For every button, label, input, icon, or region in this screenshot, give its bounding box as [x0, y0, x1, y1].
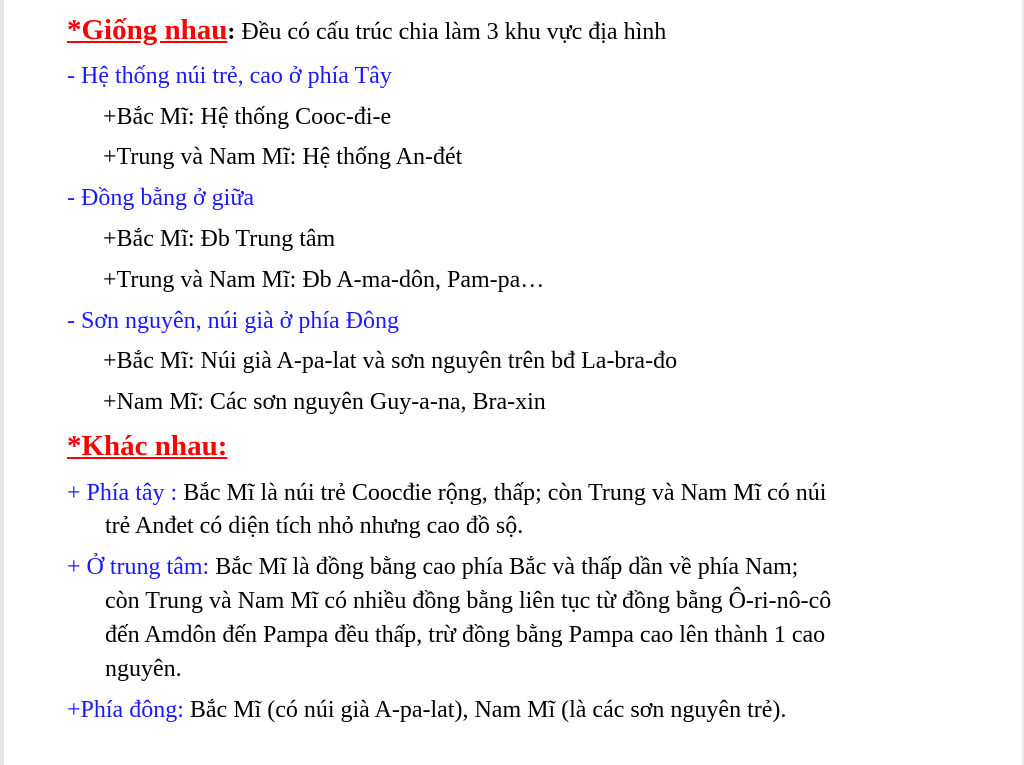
- difference-east-line-1: [67, 696, 786, 724]
- difference-center-label: + Ở trung tâm:: [67, 554, 210, 580]
- group-item-center-north: +Bắc Mĩ: Đb Trung tâm: [103, 226, 336, 252]
- group-title-center: - Đồng bằng ở giữa: [67, 185, 254, 211]
- difference-west-label: + Phía tây :: [67, 480, 178, 506]
- difference-center-text-1: Bắc Mĩ là đồng bằng cao phía Bắc và thấp dần về phía Nam;: [209, 554, 799, 580]
- similar-heading: *Giống nhau: [67, 14, 228, 46]
- page-edge-shadow: [0, 0, 4, 765]
- group-item-west-north: +Bắc Mĩ: Hệ thống Cooc-đi-e: [103, 104, 392, 130]
- group-title-west: - Hệ thống núi trẻ, cao ở phía Tây: [67, 63, 392, 89]
- difference-west-text-1: Bắc Mĩ là núi trẻ Coocđie rộng, thấp; còn Trung và Nam Mĩ có núi: [177, 480, 827, 506]
- difference-west-line-1: [67, 479, 826, 507]
- similar-intro: Đều có cấu trúc chia làm 3 khu vực địa hình: [235, 19, 667, 45]
- similar-heading-line: [67, 16, 666, 46]
- group-title-east: - Sơn nguyên, núi già ở phía Đông: [67, 308, 400, 334]
- group-item-east-south: +Nam Mĩ: Các sơn nguyên Guy-a-na, Bra-xin: [103, 389, 546, 415]
- difference-west-text-2: trẻ Anđet có diện tích nhỏ nhưng cao đồ sộ.: [105, 513, 524, 539]
- group-item-west-south: +Trung và Nam Mĩ: Hệ thống An-đét: [103, 144, 463, 170]
- different-heading: *Khác nhau:: [67, 430, 228, 462]
- difference-center-line-1: [67, 553, 798, 581]
- group-item-east-north: +Bắc Mĩ: Núi già A-pa-lat và sơn nguyên trên bđ La-bra-đo: [103, 348, 678, 374]
- different-heading-line: [67, 432, 227, 462]
- similar-colon: :: [227, 19, 236, 45]
- difference-east-text-1: Bắc Mĩ (có núi già A-pa-lat), Nam Mĩ (là các sơn nguyên trẻ).: [183, 697, 787, 723]
- difference-center-text-2: còn Trung và Nam Mĩ có nhiều đồng bằng liên tục từ đồng bằng Ô-ri-nô-cô: [105, 588, 832, 614]
- difference-center-text-3: đến Amdôn đến Pampa đều thấp, trừ đồng bằng Pampa cao lên thành 1 cao: [105, 622, 826, 648]
- group-item-center-south: +Trung và Nam Mĩ: Đb A-ma-dôn, Pam-pa…: [103, 267, 545, 293]
- difference-center-text-4: nguyên.: [105, 656, 182, 682]
- difference-east-label: +Phía đông:: [67, 697, 184, 723]
